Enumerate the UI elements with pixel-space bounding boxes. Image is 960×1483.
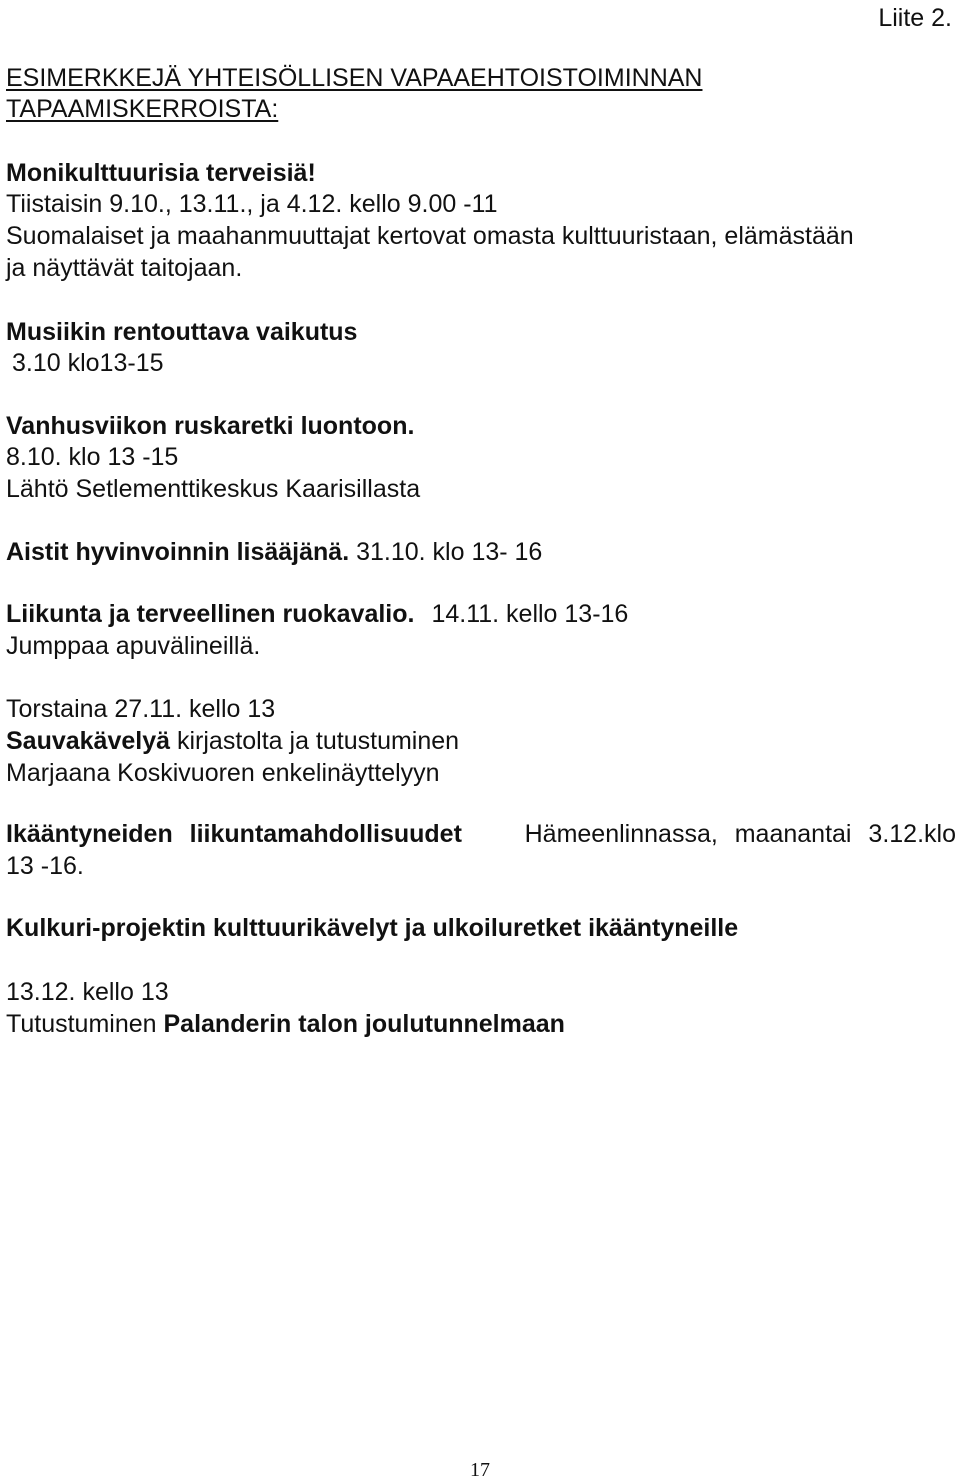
event-nordic-walk-title: Sauvakävelyä — [6, 727, 171, 755]
event-nordic-walk-row — [6, 725, 459, 757]
event-aging-exercise-row — [6, 818, 956, 850]
event-senses-title: Aistit hyvinvoinnin lisääjänä. — [6, 538, 350, 566]
document-heading-line1: ESIMERKKEJÄ YHTEISÖLLISEN VAPAAEHTOISTOIMINNAN — [6, 64, 703, 92]
event-kulkuri-title: Kulkuri-projektin kulttuurikävelyt ja ulkoiluretket ikääntyneille — [6, 914, 739, 942]
event-senses-time: 31.10. klo 13- 16 — [356, 538, 543, 566]
event-kulkuri-desc-prefix: Tutustuminen — [6, 1010, 157, 1038]
event-kulkuri-date: 13.12. kello 13 — [6, 978, 169, 1006]
event-exercise-title: Liikunta ja terveellinen ruokavalio. — [6, 600, 415, 628]
page-number: 17 — [470, 1459, 490, 1481]
event-kulkuri-desc-link: Palanderin talon joulutunnelmaan — [163, 1010, 565, 1038]
document-heading-line2: TAPAAMISKERROISTA: — [6, 95, 279, 123]
event-exercise-desc: Jumppaa apuvälineillä. — [6, 632, 261, 660]
event-multicultural-desc-line1: Suomalaiset ja maahanmuuttajat kertovat omasta kulttuuristaan, elämästään — [6, 222, 854, 250]
event-senses-row — [6, 536, 542, 568]
event-aging-exercise-place-time: Hämeenlinnassa, maanantai 3.12.klo — [524, 820, 956, 848]
event-music-time: 3.10 klo13-15 — [12, 349, 164, 377]
event-exercise-time: 14.11. kello 13-16 — [431, 600, 629, 628]
event-nordic-walk-desc: kirjastolta ja tutustuminen — [176, 727, 460, 755]
event-elderly-week-start: Lähtö Setlementtikeskus Kaarisillasta — [6, 475, 421, 503]
event-multicultural-desc-line2: ja näyttävät taitojaan. — [6, 254, 243, 282]
attachment-label: Liite 2. — [878, 4, 952, 32]
event-kulkuri-desc-row — [6, 1008, 565, 1040]
event-multicultural-title: Monikulttuurisia terveisiä! — [6, 159, 316, 187]
event-multicultural-dates: Tiistaisin 9.10., 13.11., ja 4.12. kello 9.00 -11 — [6, 190, 498, 218]
event-nordic-walk-date: Torstaina 27.11. kello 13 — [6, 695, 276, 723]
event-music-title: Musiikin rentouttava vaikutus — [6, 318, 358, 346]
event-aging-exercise-title: Ikääntyneiden liikuntamahdollisuudet — [6, 820, 462, 848]
event-nordic-walk-desc-line2: Marjaana Koskivuoren enkelinäyttelyyn — [6, 759, 440, 787]
event-aging-exercise-time-cont: 13 -16. — [6, 852, 84, 880]
event-elderly-week-title: Vanhusviikon ruskaretki luontoon. — [6, 412, 415, 440]
event-exercise-row — [6, 598, 628, 630]
event-elderly-week-time: 8.10. klo 13 -15 — [6, 443, 179, 471]
